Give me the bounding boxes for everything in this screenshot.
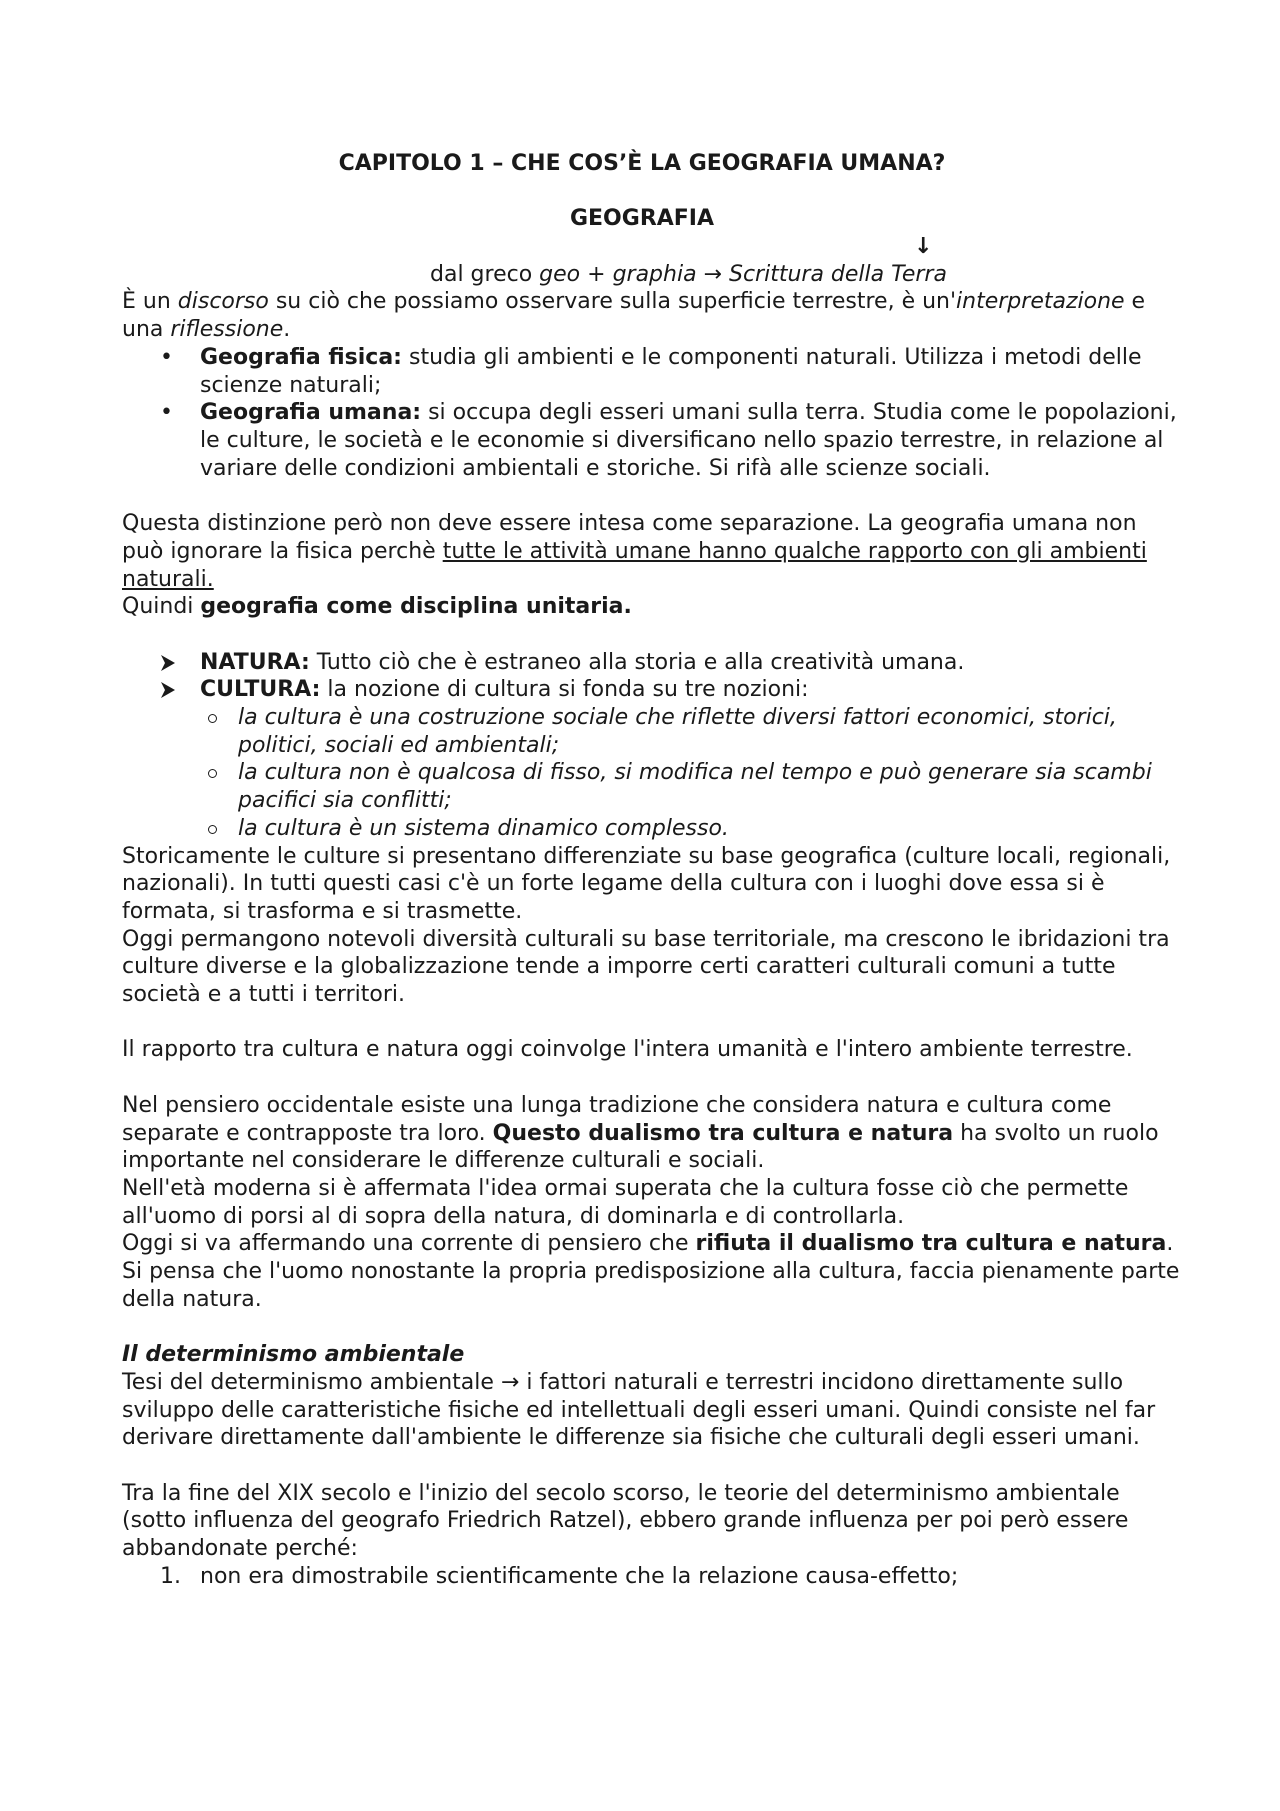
etymology-prefix: dal greco	[430, 261, 540, 287]
item-label: NATURA:	[200, 649, 310, 675]
spacer	[122, 178, 1182, 206]
item-text: studia gli ambienti e le componenti naturali. Utilizza i metodi delle scienze naturali;	[200, 344, 1142, 398]
paragraph-eta-moderna: Nell'età moderna si è affermata l'idea ormai superata che la cultura fosse ciò che permette all'uomo di porsi al di sopra della natura, di dominarla e di controllarla.	[122, 1175, 1129, 1229]
text-italic: interpretazione	[956, 289, 1125, 315]
etymology-geo: geo	[539, 261, 581, 287]
item-text: la cultura è una costruzione sociale che riflette diversi fattori economici, storici, politici, sociali ed ambientali;	[238, 705, 1117, 758]
section-subtitle: GEOGRAFIA	[569, 206, 715, 232]
paragraph-oggi: Oggi permangono notevoli diversità culturali su base territoriale, ma crescono le ibridazioni tra culture diverse e la globalizzazione tende a imporre certi caratteri culturali comuni a tutte società e a tutti i territori.	[122, 926, 1170, 1008]
section-heading: Il determinismo ambientale	[122, 1342, 465, 1368]
conclusion-line	[122, 593, 1182, 621]
circle-bullet-icon	[208, 714, 217, 723]
item-label: CULTURA:	[200, 677, 321, 703]
intro-paragraph	[122, 288, 1182, 343]
etymology-line	[122, 261, 1182, 289]
item-text: non era dimostrabile scientificamente che la relazione causa-effetto;	[200, 1563, 959, 1589]
text: . Si pensa che l'uomo nonostante la propria predisposizione alla cultura, faccia pienamente parte della natura.	[122, 1231, 1180, 1312]
bullet-list	[122, 344, 1182, 483]
down-arrow-icon: ↓	[914, 234, 933, 260]
spacer	[122, 1064, 1182, 1092]
spacer	[122, 1452, 1182, 1480]
item-text: la cultura non è qualcosa di fisso, si modifica nel tempo e può generare sia scambi pacifici sia conflitti;	[238, 760, 1152, 814]
text: Quindi	[122, 594, 201, 620]
arrowhead-bullet-icon	[160, 681, 176, 699]
item-text: si occupa degli esseri umani sulla terra. Studia come le popolazioni, le culture, le società e le economie si diversificano nello spazio terrestre, in relazione al variare delle condizioni ambientali e storiche. Si rifà alle scienze sociali.	[200, 400, 1177, 481]
text-bold: rifiuta il dualismo tra cultura e natura	[695, 1231, 1167, 1257]
paragraph-storicamente: Storicamente le culture si presentano differenziate su base geografica (culture locali, regionali, nazionali). In tutti questi casi c'è un forte legame della cultura con i luoghi dove essa si è formata, si trasforma e si trasmette.	[122, 843, 1171, 924]
etymology-plus: +	[580, 261, 613, 287]
arrowhead-bullet-icon	[160, 654, 176, 672]
page-title: CAPITOLO 1 – CHE COS’È LA GEOGRAFIA UMANA?	[338, 151, 946, 176]
spacer	[122, 1009, 1182, 1037]
paragraph-corrente	[122, 1230, 1182, 1313]
text: .	[283, 317, 291, 343]
text: ha svolto un ruolo importante nel considerare le differenze culturali e sociali.	[122, 1120, 1159, 1174]
circle-bullet-icon	[208, 825, 217, 834]
distinction-paragraph	[122, 510, 1182, 593]
text: Nel pensiero occidentale esiste una lunga tradizione che considera natura e cultura come separate e contrapposte tra loro.	[122, 1092, 1112, 1146]
sub-list	[200, 704, 1182, 843]
numbered-list	[122, 1563, 1182, 1591]
text: e una	[122, 289, 1146, 343]
list-item	[122, 1563, 1182, 1591]
sub-list-item	[200, 759, 1182, 814]
circle-bullet-icon	[208, 769, 217, 778]
item-text: la nozione di cultura si fonda su tre nozioni:	[320, 677, 809, 703]
item-number: 1.	[160, 1563, 181, 1589]
arrow-list	[122, 649, 1182, 843]
sub-list-item	[200, 815, 1182, 843]
list-item	[122, 399, 1182, 482]
text-italic: discorso	[177, 289, 269, 315]
spacer	[122, 1313, 1182, 1341]
text: Questa distinzione però non deve essere intesa come separazione. La geografia umana non può ignorare la fisica perchè	[122, 511, 1137, 564]
text-underlined: tutte le attività umane hanno qualche rapporto con gli ambienti naturali.	[122, 538, 1147, 592]
paragraph-tesi: Tesi del determinismo ambientale → i fattori naturali e terrestri incidono direttamente sullo sviluppo delle caratteristiche fisiche ed intellettuali degli esseri umani. Quindi consiste nel far derivare direttamente dall'ambiente le differenze sia fisiche che culturali degli esseri umani.	[122, 1369, 1156, 1451]
spacer	[122, 482, 1182, 510]
paragraph-rapporto: Il rapporto tra cultura e natura oggi coinvolge l'intera umanità e l'intero ambiente terrestre.	[122, 1037, 1133, 1063]
list-item	[122, 344, 1182, 399]
list-item	[122, 649, 1182, 677]
text: È un	[122, 289, 178, 315]
etymology-graphia: graphia	[612, 261, 697, 287]
sub-list-item	[200, 704, 1182, 759]
document-page	[122, 150, 1182, 1590]
text-italic: riflessione	[170, 317, 284, 343]
etymology-meaning: → Scrittura della Terra	[696, 261, 947, 287]
item-text: la cultura è un sistema dinamico complesso.	[238, 815, 729, 841]
text: Oggi si va affermando una corrente di pensiero che	[122, 1231, 696, 1257]
item-text: Tutto ciò che è estraneo alla storia e alla creatività umana.	[309, 649, 965, 675]
text-bold: geografia come disciplina unitaria.	[200, 594, 632, 620]
spacer	[122, 621, 1182, 649]
paragraph-fine-secolo: Tra la fine del XIX secolo e l'inizio del secolo scorso, le teorie del determinismo ambientale (sotto influenza del geografo Friedrich Ratzel), ebbero grande influenza per poi però essere abbandonate perché:	[122, 1480, 1129, 1562]
text-bold: Questo dualismo tra cultura e natura	[492, 1120, 954, 1146]
item-label: Geografia fisica:	[200, 344, 402, 370]
item-label: Geografia umana:	[200, 400, 422, 426]
list-item	[122, 676, 1182, 842]
text: su ciò che possiamo osservare sulla superficie terrestre, è un'	[268, 289, 957, 315]
paragraph-pensiero	[122, 1092, 1182, 1175]
